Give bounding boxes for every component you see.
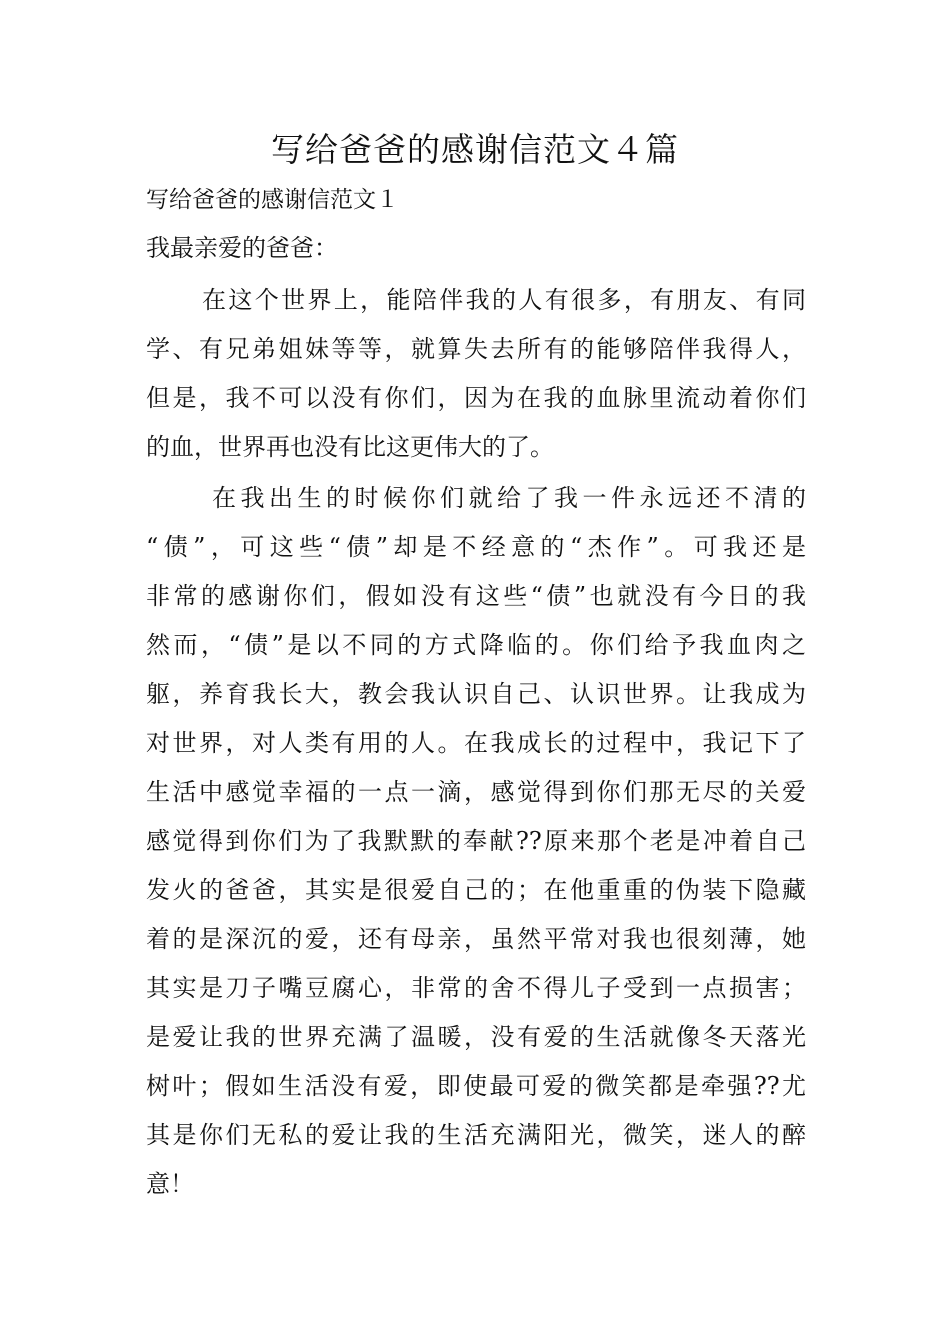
paragraph-line: 意！ — [146, 1170, 194, 1198]
paragraph-line: 在我出生的时候你们就给了我一件永远还不清的 — [212, 484, 806, 512]
document-subtitle: 写给爸爸的感谢信范文１ — [146, 187, 399, 213]
paragraph-line: 感觉得到你们为了我默默的奉献??原来那个老是冲着自己 — [146, 827, 806, 855]
paragraph-line: 树叶；假如生活没有爱，即使最可爱的微笑都是牵强??尤 — [146, 1072, 806, 1100]
paragraph-line: 学、有兄弟姐妹等等，就算失去所有的能够陪伴我得人， — [146, 335, 806, 363]
paragraph-line: 生活中感觉幸福的一点一滴，感觉得到你们那无尽的关爱 — [146, 778, 806, 806]
document-title: 写给爸爸的感谢信范文４篇 — [271, 130, 679, 169]
paragraph-line: 对世界，对人类有用的人。在我成长的过程中，我记下了 — [146, 729, 806, 757]
paragraph-line: 非常的感谢你们，假如没有这些“债”也就没有今日的我 — [146, 582, 806, 610]
paragraph-line: 是爱让我的世界充满了温暖，没有爱的生活就像冬天落光 — [146, 1023, 806, 1051]
paragraph-line: “债”，可这些“债”却是不经意的“杰作”。可我还是 — [146, 533, 806, 561]
paragraph-line: 躯，养育我长大，教会我认识自己、认识世界。让我成为 — [146, 680, 806, 708]
paragraph-line: 其是你们无私的爱让我的生活充满阳光，微笑，迷人的醉 — [146, 1121, 806, 1149]
paragraph-line: 但是，我不可以没有你们，因为在我的血脉里流动着你们 — [146, 384, 806, 412]
paragraph-1 — [146, 276, 806, 472]
paragraph-line: 在这个世界上，能陪伴我的人有很多，有朋友、有同 — [202, 286, 806, 314]
letter-salutation: 我最亲爱的爸爸： — [146, 234, 338, 262]
paragraph-2 — [146, 474, 806, 1209]
paragraph-line: 其实是刀子嘴豆腐心，非常的舍不得儿子受到一点损害； — [146, 974, 806, 1002]
paragraph-line: 着的是深沉的爱，还有母亲，虽然平常对我也很刻薄，她 — [146, 925, 806, 953]
paragraph-line: 发火的爸爸，其实是很爱自己的；在他重重的伪装下隐藏 — [146, 876, 806, 904]
paragraph-line: 的血，世界再也没有比这更伟大的了。 — [146, 433, 554, 461]
paragraph-line: 然而，“债”是以不同的方式降临的。你们给予我血肉之 — [146, 631, 806, 659]
